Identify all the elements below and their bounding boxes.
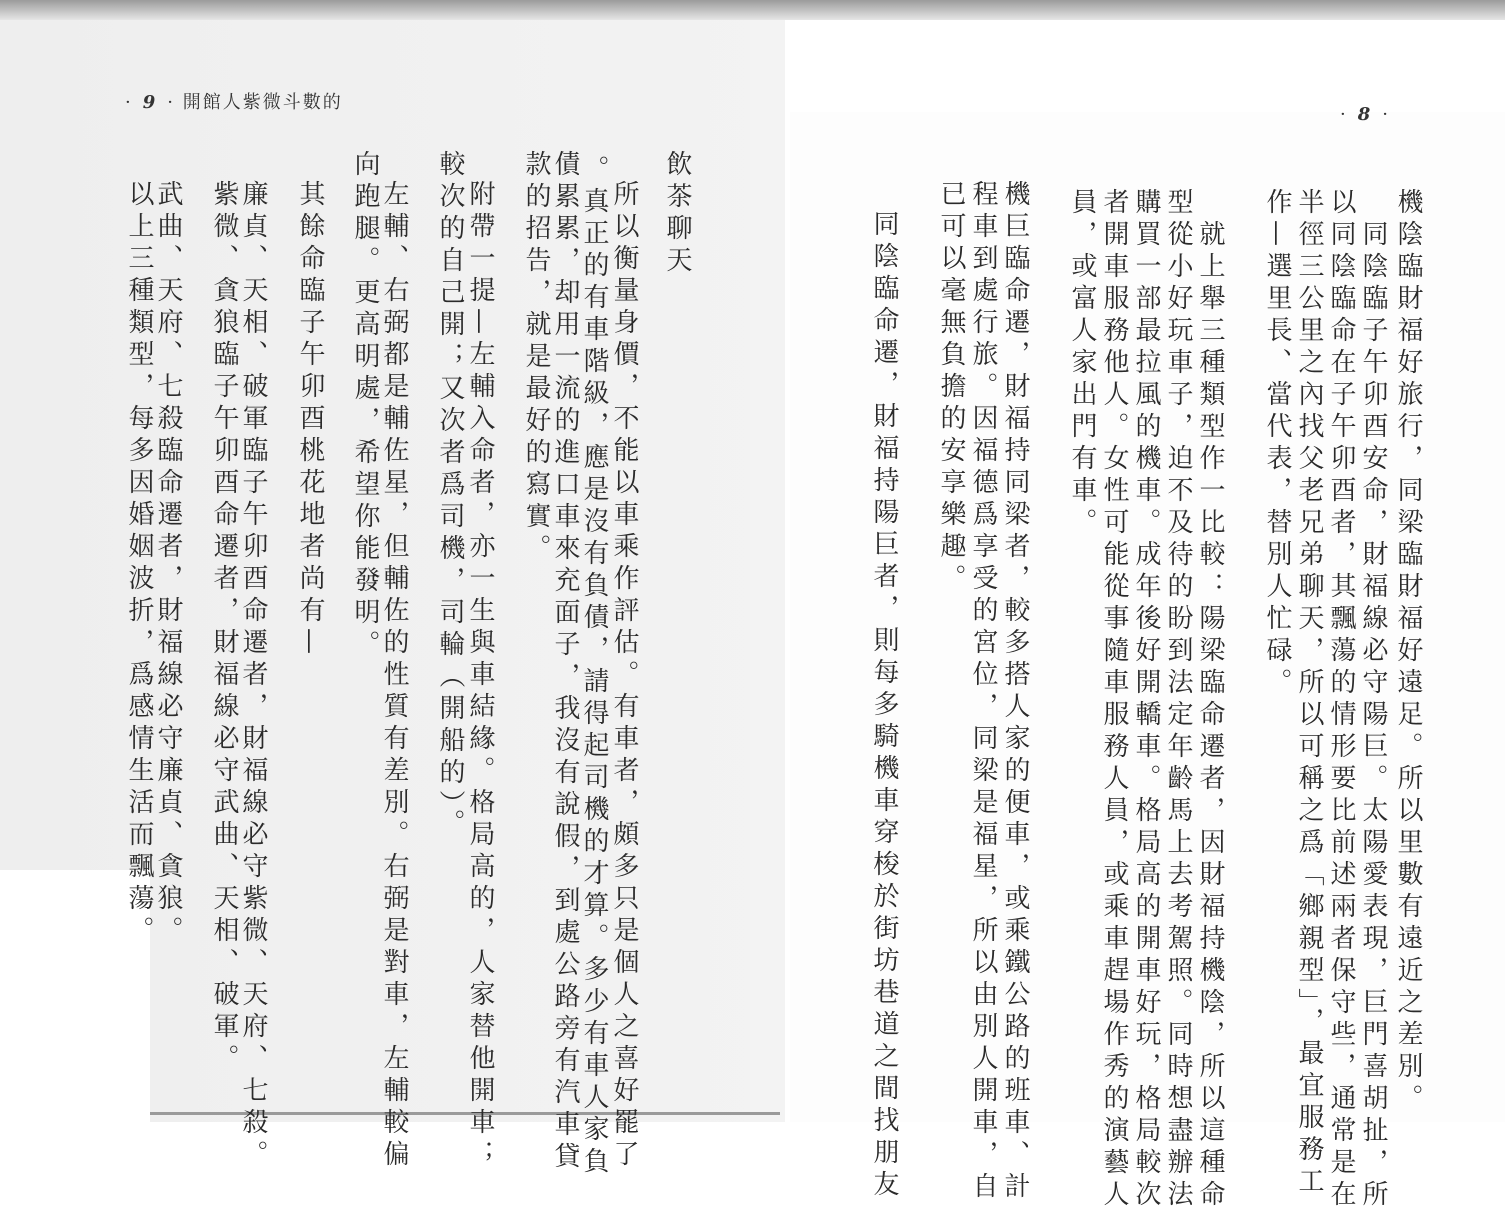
text-column: 型從小好玩車子，迫不及待的盼到法定年齡馬上去考駕照。同時想盡辦法 — [1163, 188, 1193, 1212]
running-title: 開館人紫微斗數的 — [182, 92, 343, 113]
header-dot: · — [125, 92, 133, 113]
text-column: 以上三種類型，每多因婚姻波折，爲感情生活而飄蕩。 — [124, 180, 154, 948]
right-page-header — [1340, 104, 1390, 125]
text-column: 所以衡量身價，不能以車乘作評估。有車者，頗多只是個人之喜好罷了 — [609, 180, 639, 1172]
text-column: 武曲、天府、七殺臨命遷者，財福線必守廉貞、貪狼。 — [153, 180, 183, 948]
left-page-header — [125, 88, 343, 114]
page-number: 9 — [142, 92, 158, 113]
page-number: 8 — [1357, 104, 1373, 125]
text-column: 程車到處行旅。因福德爲享受的宮位，同梁是福星，所以由別人開車，自 — [968, 180, 998, 1204]
header-dot: · — [1382, 104, 1390, 125]
text-column: 同陰臨子午卯酉安命，財福線必守陽巨。太陽愛表現，巨門喜胡扯，所 — [1358, 220, 1388, 1212]
text-column: 款的招告，就是最好的寫實。 — [521, 150, 551, 566]
text-column: 機陰臨財福好旅行，同梁臨財福好遠足。所以里數有遠近之差別。 — [1393, 188, 1423, 1116]
text-column: 紫微、貪狼臨子午卯酉命遷者，財福線必守武曲、天相、破軍。 — [209, 180, 239, 1076]
text-column: 。真正的有車階級，應是沒有負債，請得起司機的才算。多少有車人家負 — [579, 155, 609, 1179]
text-column: 員，或富人家出門有車。 — [1067, 188, 1097, 540]
text-column: 機巨臨命遷，財福持同梁者，較多搭人家的便車，或乘鐵公路的班車、計 — [1000, 180, 1030, 1204]
text-column: 購買一部最拉風的機車。成年後好開轎車。格局高的開車好玩，格局較次 — [1131, 188, 1161, 1212]
text-column: 左輔、右弼都是輔佐星，但輔佐的性質有差別。右弼是對車，左輔較偏 — [379, 180, 409, 1172]
text-column: 債累累，却用一流的進口車來充面子，我沒有說假，到處公路旁有汽車貸 — [550, 150, 580, 1174]
text-column: 附帶一提—左輔入命者，亦一生與車結緣。格局高的，人家替他開車； — [465, 180, 495, 1172]
scan-shadow-top — [0, 0, 1505, 20]
text-column: 半徑三公里之內找父老兄弟聊天，所以可稱之爲「鄉親型」，最宜服務工 — [1294, 188, 1324, 1199]
text-column: 者開車服務他人。女性可能從事隨車服務人員，或乘車趕場作秀的演藝人 — [1099, 188, 1129, 1212]
text-column: 飲茶聊天 — [662, 150, 692, 278]
header-dot: · — [167, 92, 175, 113]
text-column: 其餘命臨子午卯酉桃花地者尚有— — [295, 180, 325, 660]
text-column: 作—選里長、當代表，替別人忙碌。 — [1262, 188, 1292, 700]
text-column: 以同陰臨命在子午卯酉者，其飄蕩的情形要比前述兩者保守些，通常是在 — [1326, 188, 1356, 1212]
header-dot: · — [1340, 104, 1348, 125]
text-column: 廉貞、天相、破軍臨子午卯酉命遷者，財福線必守紫微、天府、七殺。 — [238, 180, 268, 1172]
text-column: 向跑腿。更高明處，希望你能發明。 — [350, 150, 380, 662]
text-column: 同陰臨命遷，財福持陽巨者，則每多騎機車穿梭於街坊巷道之間找朋友 — [869, 210, 899, 1202]
text-column: 已可以毫無負擔的安享樂趣。 — [936, 180, 966, 596]
text-column: 較次的自己開；又次者爲司機，司輪（開船的）。 — [435, 150, 465, 841]
text-column: 就上舉三種類型作一比較：陽梁臨命遷者，因財福持機陰，所以這種命 — [1195, 220, 1225, 1212]
